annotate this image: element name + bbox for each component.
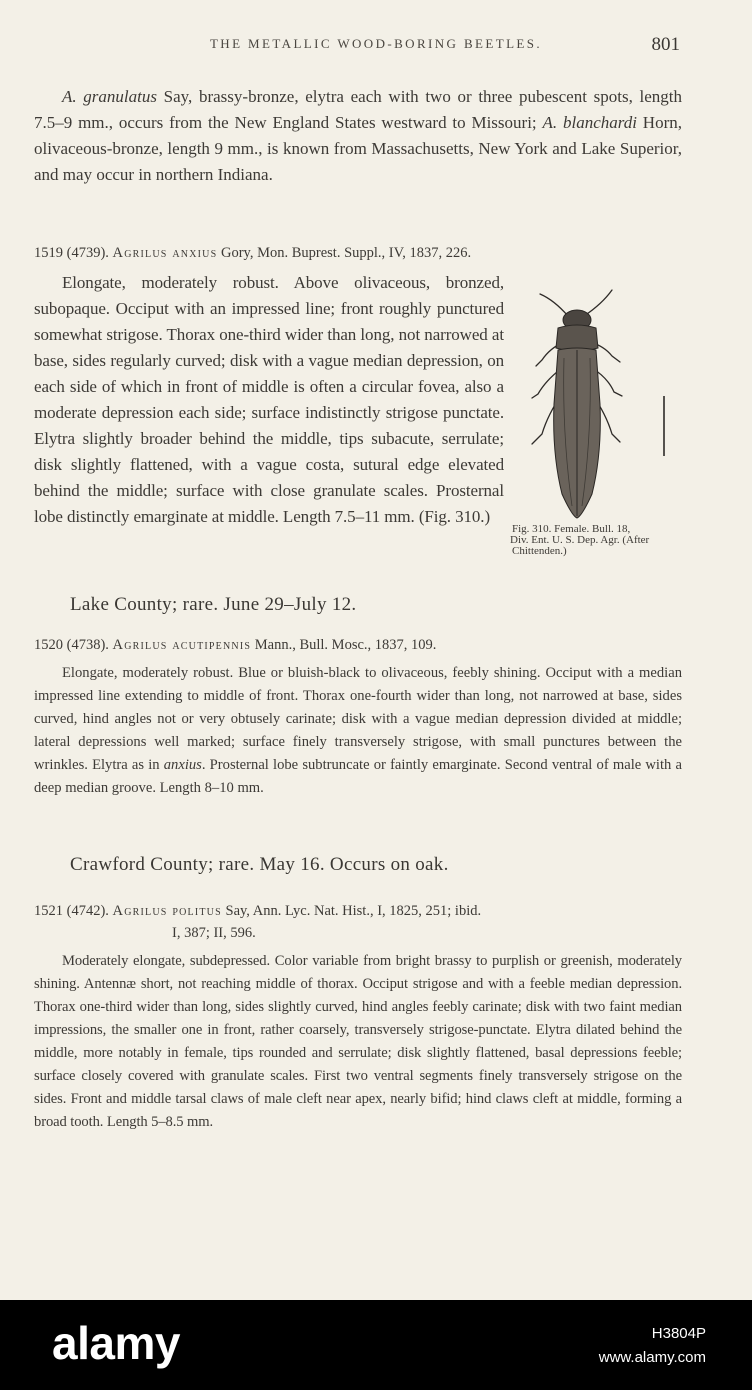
citation: Say, Ann. Lyc. Nat. Hist., I, 1825, 251; ibid.	[225, 903, 482, 919]
entry-number: 1521 (4742).	[34, 903, 109, 919]
locality-line: Lake County; rare. June 29–July 12.	[70, 594, 357, 615]
taxon-name: Agrilus politus	[112, 903, 222, 919]
intro-paragraph	[34, 84, 682, 188]
locality-line: Crawford County; rare. May 16. Occurs on oak.	[70, 854, 449, 875]
running-head-title: THE METALLIC WOOD-BORING BEETLES.	[209, 36, 543, 51]
beetle-illustration	[502, 284, 692, 524]
caption-line: Fig. 310. Female. Bull. 18,	[512, 523, 631, 535]
entry-number: 1519 (4739).	[34, 245, 109, 261]
figure-310	[502, 284, 692, 604]
site-url: www.alamy.com	[598, 1349, 706, 1366]
entry-heading	[34, 900, 694, 944]
taxon-name: Agrilus acutipennis	[112, 637, 252, 653]
caption-line: Div. Ent. U. S. Dep. Agr. (After	[510, 534, 650, 546]
entry-number: 1520 (4738).	[34, 637, 109, 653]
page-number: 801	[651, 34, 680, 55]
citation: Gory, Mon. Buprest. Suppl., IV, 1837, 226.	[220, 245, 472, 261]
figure-caption	[510, 524, 692, 557]
description-text: Elongate, moderately robust. Blue or bluish-black to olivaceous, feebly shining. Occiput with a median impressed line extending to middle of front. Thorax one-fourth wider than long, not narrowed at base, sides curved, hind angles not or very obtusely carinate; disk with a vague median depression divided at middle; lateral depressions well marked; surface finely transversely strigose, with small punctures between the wrinkles. Elytra as in	[34, 665, 682, 773]
species-name: anxius	[163, 757, 202, 773]
running-header	[0, 34, 752, 58]
image-id-block	[599, 1322, 706, 1370]
entry-heading	[34, 634, 694, 656]
entry-heading	[34, 242, 694, 264]
intro-text: Horn, olivaceous-bronze, length 9 mm., is known from Massachusetts, New York and Lake Superior, and may occur in northern Indiana.	[34, 113, 682, 184]
entry-description: Elongate, moderately robust. Above olivaceous, bronzed, subopaque. Occiput with an impressed line; front roughly punctured somewhat strigose. Thorax one-third wider than long, not narrowed at base, sides regularly curved; disk with a vague median depression, on each side of which in front of middle is often a circular fovea, also a moderate depression each side; surface indistinctly strigose punctate. Elytra slightly broader behind the middle, tips subacute, serrulate; disk slightly flattened, with a vague costa, sutural edge elevated behind the middle; surface with close granulate scales. Prosternal lobe distinctly emarginate at middle. Length 7.5–11 mm. (Fig. 310.)	[34, 273, 504, 526]
description-text: . Prosternal lobe subtruncate or faintly emarginate. Second ventral of male with a deep median groove. Length 8–10 mm.	[34, 757, 682, 796]
caption-line: Chittenden.)	[512, 545, 567, 557]
stock-logo: alamy	[52, 1317, 180, 1369]
watermark-footer	[0, 1300, 752, 1390]
intro-text: Say, brassy-bronze, elytra each with two or three pubescent spots, length 7.5–9 mm., occurs from the New England States westward to Missouri;	[34, 87, 682, 132]
species-name: A. granulatus	[62, 87, 157, 106]
taxon-name: Agrilus anxius	[112, 245, 218, 261]
citation-continued: I, 387; II, 596.	[172, 925, 256, 941]
citation: Mann., Bull. Mosc., 1837, 109.	[254, 637, 437, 653]
entry-description: Moderately elongate, subdepressed. Color variable from bright brassy to purplish or greenish, moderately shining. Antennæ short, not reaching middle of thorax. Occiput strigose and with a feeble median depression. Thorax one-third wider than long, sides slightly curved, hind angles feebly carinate; disk with two faint median impressions, the smaller one in front, rather coarsely, transversely strigose-punctate. Elytra dilated behind the middle, more notably in female, tips rounded and serrulate; disk slightly flattened, basal depressions feeble; surface closely covered with granulate scales. First two ventral segments finely transversely strigose on the sides. Front and middle tarsal claws of male cleft near apex, nearly bifid; hind claws cleft at middle, forming a broad tooth. Length 5–8.5 mm.	[34, 953, 682, 1130]
entry-description	[34, 662, 682, 800]
species-name: A. blanchardi	[542, 113, 637, 132]
image-id: H3804P	[651, 1325, 706, 1342]
